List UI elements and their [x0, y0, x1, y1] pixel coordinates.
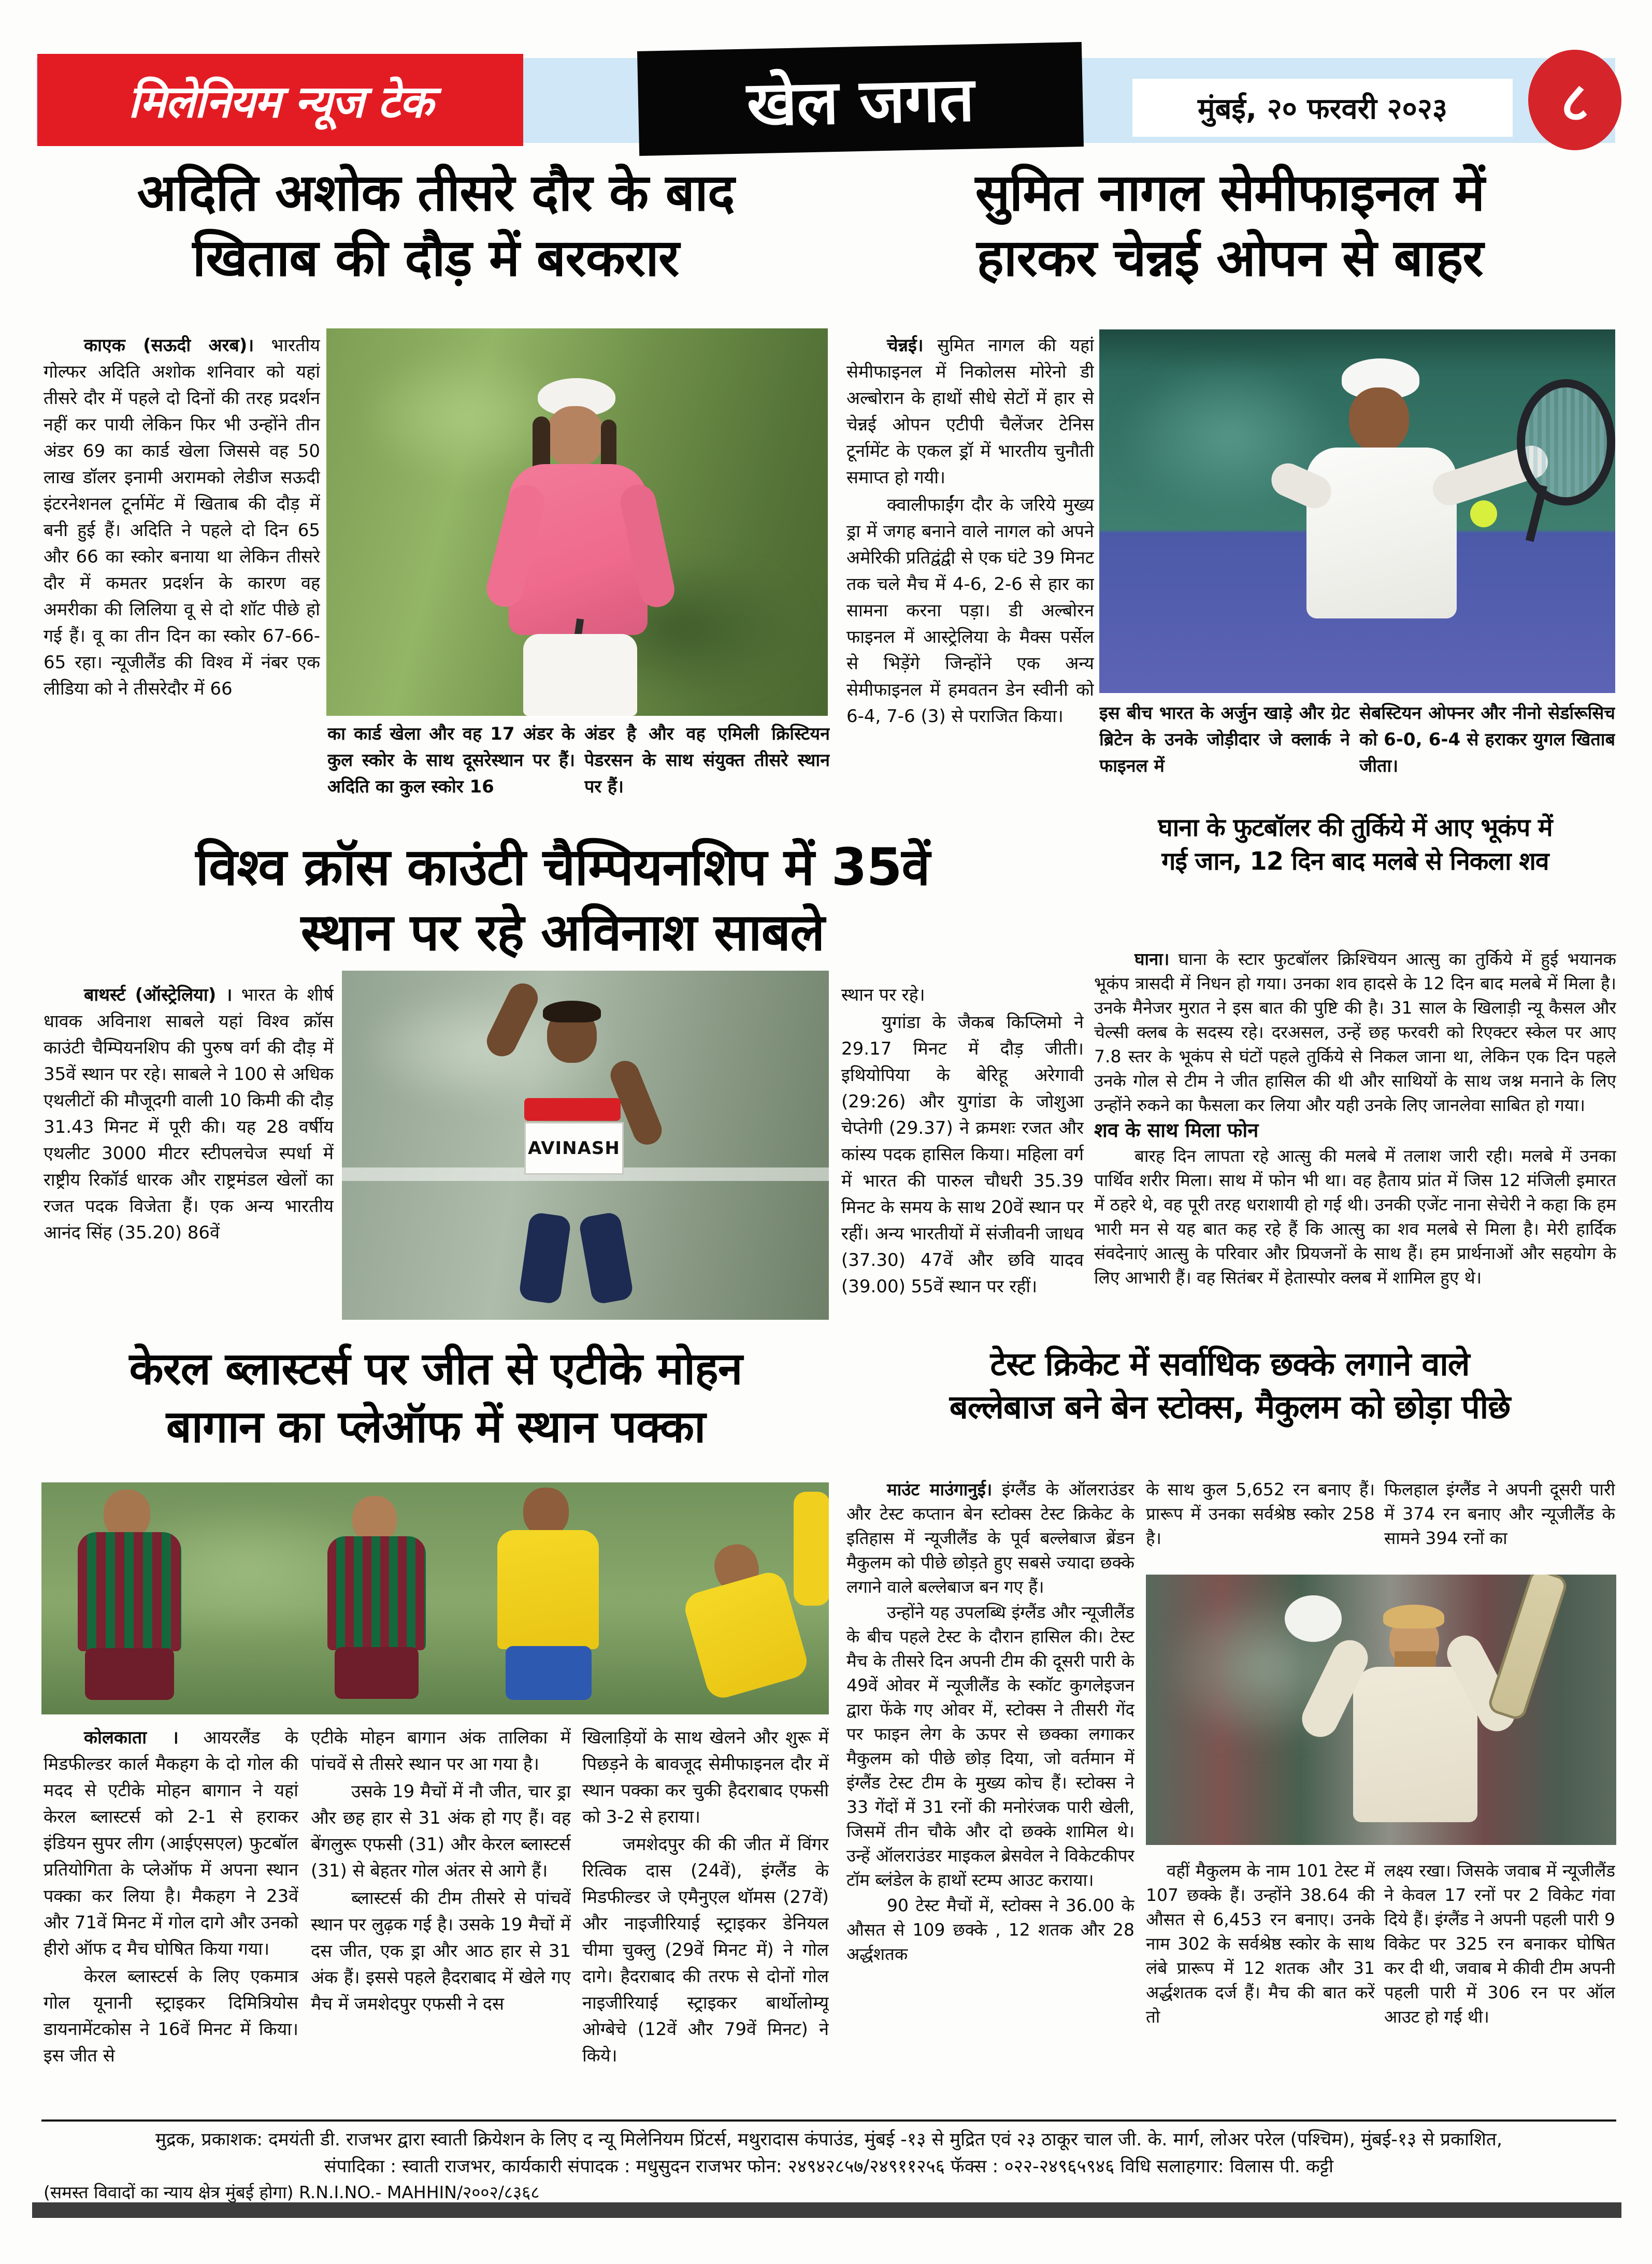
tennis-body-col1: चेन्नई। सुमित नागल की यहां सेमीफाइनल में निकोलस मोरेनो डी अल्बोरान के हाथों सीधे सेटों में हार से चेन्नई ओपन एटीपी चैलेंजर टेनिस टूर्नामेंट के एकल ड्रॉ में भारतीय चुनौती समाप्त हो गयी। क्वालीफाईंग दौर के जरिये मुख्य ड्रा में जगह बनाने वाले नागल को अपने अमेरिकी प्रतिद्वंद्वी से एक घंटे 39 मिनट तक चले मैच में 4-6, 2-6 से हार का सामना करना पड़ा। डी अल्बोरन फाइनल में आस्ट्रेलिया के मैक्स पर्सेल से भिड़ेंगे जिन्होंने एक अन्य सेमीफाइनल में हमवतन डेन स्वीनी को 6-4, 7-6 (3) से पराजित किया।: [846, 335, 1094, 727]
ghana-headline: घाना के फुटबॉलर की तुर्किये में आए भूकंप में गई जान, 12 दिन बाद मलबे से निकला शव: [1158, 813, 1553, 876]
tennis-cont-col2: सेबस्टियन ओफ्नर और नीनो सेर्डारूसिच को 6-0, 6-4 से हराकर युगल खिताब जीता।: [1359, 703, 1615, 776]
cricket-col1: माउंट माउंगानुई। इंग्लैंड के ऑलराउंडर और टेस्ट कप्तान बेन स्टोक्स टेस्ट क्रिकेट के इतिहास में न्यूजीलैंड के पूर्व बल्लेबाज ब्रेंडन मैकुलम को पीछे छोड़ते हुए सबसे ज्यादा छक्के लगाने वाले बल्लेबाज बन गए हैं। उन्होंने यह उपलब्धि इंग्लैंड और न्यूजीलैंड के बीच पहले टेस्ट के दौरान हासिल की। टेस्ट मैच के तीसरे दिन अपनी टीम की दूसरी पारी के 49वें ओवर में न्यूजीलैंड के स्कॉट कुगलेइजन द्वारा फेंके गए ओवर में, स्टोक्स ने तीसरी गेंद पर फाइन लेग के ऊपर से छक्का लगाकर मैकुलम को पीछे छोड़ दिया, जो वर्तमान में इंग्लैंड टेस्ट टीम के मुख्य कोच हैं। स्टोक्स ने 33 गेंदों में 31 रनों की मनोरंजक पारी खेली, जिसमें तीन चौके और दो छक्के शामिल थे। उन्हें ऑलराउंडर माइकल ब्रेसवेल ने विकेटकीपर टॉम ब्लंडेल के हाथों स्टम्प आउट कराया। 90 टेस्ट मैचों में, स्टोक्स ने 36.00 के औसत से 109 छक्के , 12 शतक और 28 अर्द्धशतक: [846, 1479, 1134, 1964]
runner-hair: [543, 1001, 601, 1022]
cricket-col2-top: के साथ कुल 5,652 रन बनाए हैं। प्रारूप में उनका सर्वश्रेष्ठ स्कोर 258 है।: [1146, 1479, 1375, 1548]
batsman-shirt: [1353, 1667, 1477, 1822]
golfer-photo: [326, 328, 828, 716]
batsman-hair: [1383, 1605, 1444, 1628]
cross-country-col1: बाथर्स्ट (ऑस्ट्रेलिया) । भारत के शीर्ष धावक अविनाश साबले यहां विश्व क्रॉस काउंटी चैम्पियनशिप की पुरुष वर्ग की दौड़ में 35वें स्थान पर रहे। साबले ने 100 से अधिक एथलीटों की मौजूदगी वाली 10 किमी की दौड़ 31.43 मिनट में पूरी की। यह 28 वर्षीय एथलीट 3000 मीटर स्टीपलचेज स्पर्धा में राष्ट्रीय रिकॉर्ड धारक और राष्ट्रमंडल खेलों का रजत पदक विजेता हैं। एक अन्य भारतीय आनंद सिंह (35.20) 86वें: [44, 985, 334, 1243]
runner-leg: [519, 1212, 572, 1304]
player-shorts: [85, 1648, 174, 1700]
tennis-torso: [1306, 448, 1457, 618]
cross-country-col3: स्थान पर रहे। युगांडा के जैकब किप्लिमो ने 29.17 मिनट में दौड़ जीती। इथियोपिया के बेरिहू अरेगावी (29:26) और युगांडा के जोशुआ चेप्तेगी (29.37) ने क्रमशः रजत और कांस्य पदक हासिल किया। महिला वर्ग में भारत की पारुल चौधरी 35.39 मिनट के समय के साथ 20वें स्थान पर रहीं। अन्य भारतीयों में संजीवनी जाधव (37.30) 47वें और छवि यादव (39.00) 55वें स्थान पर रहीं।: [841, 985, 1084, 1297]
yellow-player-shirt: [497, 1530, 599, 1649]
tennis-head: [1349, 387, 1409, 452]
cricket-dateline: माउंट माउंगानुई।: [887, 1479, 993, 1499]
striped-player-shirt: [327, 1536, 426, 1650]
tennis-headline: सुमित नागल सेमीफाइनल में हारकर चेन्नई ओपन से बाहर: [975, 163, 1485, 288]
cricket-bat: [1486, 1575, 1569, 1722]
sponsor-strip: [524, 1098, 621, 1121]
golf-dateline: काएक (सऊदी अरब)।: [84, 335, 254, 356]
isl-dateline: कोलकाता ।: [84, 1727, 179, 1748]
runner-bib: AVINASH: [524, 1122, 624, 1175]
tennis-dateline: चेन्नई।: [887, 335, 924, 356]
tennis-ball: [1470, 500, 1497, 527]
golf-cont-col3: अंडर है और वह एमिली क्रिस्टियन पेडरसन के साथ संयुक्त तीसरे स्थान पर हैं।: [584, 724, 830, 797]
isl-col1: कोलकाता । आयरलैंड के मिडफील्डर कार्ल मैकहग के दो गोल की मदद से एटीके मोहन बागान ने यहां केरल ब्लास्टर्स को 2-1 से हराकर इंडियन सुपर लीग (आईएसएल) फुटबॉल प्रतियोगिता के प्लेऑफ में अपना स्थान पक्का कर लिया है। मैकहग ने 23वें और 71वें मिनट में गोल दागे और उनको हीरो ऑफ द मैच घोषित किया गया। केरल ब्लास्टर्स के लिए एकमात्र गोल यूनानी स्ट्राइकर दिमित्रियोस डायनामेंटकोस ने 16वें मिनट में किया। इस जीत से: [44, 1727, 298, 2066]
cross-country-headline: विश्व क्रॉस काउंटी चैम्पियनशिप में 35वें स्थान पर रहे अविनाश साबले: [195, 838, 930, 962]
section-banner-text: खेल जगत: [746, 63, 975, 140]
footer-imprint-line3: (समस्त विवादों का न्याय क्षेत्र मुंबई होगा) R.N.I.NO.- MAHHIN/२००२/८३६८: [44, 2182, 540, 2202]
yellow-player-shirt: [681, 1569, 811, 1702]
ghana-body: घाना। घाना के स्टार फुटबॉलर क्रिश्चियन आत्सु का तुर्किये में हुई भयानक भूकंप त्रासदी में निधन हो गया। उनका शव हादसे के 12 दिन बाद मलबे में मिला है। उनके मैनेजर मुरात ने इस बात की पुष्टि की है। 31 साल के खिलाड़ी न्यू कैसल और चेल्सी क्लब के सदस्य रहे। दरअसल, उन्हें छह फरवरी को रिएक्टर स्केल पर आए 7.8 स्तर के भूकंप से घंटों पहले तुर्किये से निकल जाना था, लेकिन एक दिन पहले उनके गोल से टीम ने जीत हासिल की थी और साथियों के साथ जश्न मनाने के लिए उन्होंने रुकने का फैसला कर लिया और यही उनके लिए जानलेवा साबित हो गया। शव के साथ मिला फोन बारह दिन लापता रहे आत्सु की मलबे में तलाश जारी रही। मलबे में उनका पार्थिव शरीर मिला। साथ में फोन भी था। वह हैताय प्रांत में जिस 12 मंजिली इमारत में ठहरे थे, वह पूरी तरह धराशायी हो गई थी। उनकी एजेंट नाना सेचेरी ने कहा कि हम भारी मन से यह बात कह रहे हैं कि आत्सु का शव मलबे से मिला है। मेरी हार्दिक संवदेनाएं आत्सु के परिवार और प्रियजनों के साथ हैं। हम प्रार्थनाओं और सहयोग के लिए आभारी हैं। वह सितंबर में हेतास्पोर क्लब में शामिल हुए थे।: [1094, 949, 1616, 1288]
tennis-cont-col1: इस बीच भारत के अर्जुन खाड़े और ग्रेट ब्रिटेन के उनके जोड़ीदार जे क्लार्क ने फाइनल में: [1099, 703, 1350, 776]
section-banner: [637, 42, 1084, 156]
footer-bar: [32, 2202, 1621, 2218]
player-head: [523, 1488, 569, 1536]
striped-player-shirt: [78, 1532, 181, 1651]
brand-text: मिलेनियम न्यूज टेक: [128, 76, 433, 128]
ghana-dateline: घाना।: [1134, 949, 1170, 969]
golfer-skirt: [523, 634, 637, 716]
player-shorts: [506, 1646, 592, 1700]
cricket-headline: टेस्ट क्रिकेट में सर्वाधिक छक्के लगाने वाले बल्लेबाज बने बेन स्टोक्स, मैकुलम को छोड़ा पीछे: [949, 1345, 1511, 1426]
tennis-racquet: [1517, 379, 1615, 506]
batting-helmet: [1285, 1595, 1342, 1642]
yellow-player-partial: [794, 1492, 829, 1606]
page-number: ८: [1560, 70, 1589, 134]
masthead-brand: [37, 54, 523, 146]
isl-col2: एटीके मोहन बागान अंक तालिका में पांचवें से तीसरे स्थान पर आ गया है। उसके 19 मैचों में नौ जीत, चार ड्रा और छह हार से 31 अंक हो गए हैं। वह बेंगलुरू एफसी (31) और केरल ब्लास्टर्स (31) से बेहतर गोल अंतर से आगे हैं। ब्लास्टर्स की टीम तीसरे से पांचवें स्थान पर लुढ़क गई है। उसके 19 मैचों में दस जीत, एक ड्रा और आठ हार से 31 अंक हैं। इससे पहले हैदराबाद में खेले गए मैच में जमशेदपुर एफसी ने दस: [311, 1727, 571, 2014]
runner-leg: [578, 1211, 634, 1305]
footer-imprint-line1: मुद्रक, प्रकाशक: दमयंती डी. राजभर द्वारा स्वाती क्रियेशन के लिए द न्यू मिलेनियम प्रिंटर्स, मथुरादास कंपाउंड, मुंबई -१३ से मुद्रित एवं २३ ठाकूर चाल जी. के. मार्ग, लोअर परेल (पश्चिम), मुंबई-१३ से प्रकाशित,: [155, 2129, 1502, 2150]
golf-body-col1: [44, 333, 320, 829]
masthead-dateline: [1132, 79, 1513, 137]
isl-col3: खिलाड़ियों के साथ खेलने और शुरू में पिछड़ने के बावजूद सेमीफाइनल दौर में स्थान पक्का कर चुकी हैदराबाद एफसी को 3-2 से हराया। जमशेदपुर की की जीत में विंगर रित्विक दास (24वें), इंग्लैंड के मिडफील्डर जे एमैनुएल थॉमस (27वें) और नाइजीरियाई स्ट्राइकर डेनियल चीमा चुक्लु (29वें मिनट में) ने गोल दागे। हैदराबाद की तरफ से दोनों गोल नाइजीरियाई स्ट्राइकर बार्थोलोम्यू ओग्बेचे (12वें और 79वें मिनट) ने किये।: [582, 1727, 829, 2066]
golf-cont-col2: का कार्ड खेला और वह 17 अंडर के कुल स्कोर के साथ दूसरेस्थान पर हैं। अदिति का कुल स्कोर 16: [327, 724, 575, 797]
cross-country-dateline: बाथर्स्ट (ऑस्ट्रेलिया) ।: [84, 985, 233, 1005]
isl-headline: केरल ब्लास्टर्स पर जीत से एटीके मोहन बागान का प्लेऑफ में स्थान पक्का: [129, 1343, 742, 1453]
player-shorts: [335, 1647, 419, 1699]
cricket-below-left: वहीं मैकुलम के नाम 101 टेस्ट में 107 छक्के हैं। उन्होंने 38.64 की औसत से 6,453 रन बनाए। उनके नाम 302 के सर्वश्रेष्ठ स्कोर के साथ लंबे प्रारूप में 12 शतक और 31 अर्द्धशतक दर्ज हैं। मैच की बात करें तो: [1146, 1861, 1375, 2027]
cricket-below-right: लक्ष्य रखा। जिसके जवाब में न्यूजीलैंड ने केवल 17 रनों पर 2 विकेट गंवा दिये हैं। इंग्लैंड ने अपनी पहली पारी 9 विकेट पर 325 रन बनाकर घोषित कर दी थी, जवाब मे कीवी टीम अपनी पहली पारी में 306 रन पर ऑल आउट हो गई थी।: [1384, 1861, 1615, 2027]
cricket-col3-top: फिलहाल इंग्लैंड ने अपनी दूसरी पारी में 374 रन बनाए और न्यूजीलैंड के सामने 394 रनों का: [1384, 1479, 1615, 1548]
ghana-subhead: शव के साथ मिला फोन: [1094, 1119, 1259, 1142]
ben-stokes-photo: [1146, 1575, 1616, 1845]
date-text: मुंबई, २० फरवरी २०२३: [1197, 92, 1448, 126]
footer-imprint-line2: संपादिका : स्वाती राजभर, कार्यकारी संपादक : मधुसुदन राजभर फोन: २४९४२८५७/२४९११२५६ फॅक्स : ०२२-२४९६५९४६ विधि सलाहगार: विलास पी. कट्टी: [324, 2156, 1334, 2177]
runner-photo: [342, 971, 829, 1320]
golf-body-text: भारतीय गोल्फर अदिति अशोक शनिवार को यहां तीसरे दौर में पहले दो दिनों की तरह प्रदर्शन नहीं कर पायी लेकिन फिर भी उन्होंने तीन अंडर 69 का कार्ड खेला जिससे वह 50 लाख डॉलर इनामी अरामको लेडीज सऊदी इंटरनेशनल टूर्नामेंट में खिताब की दौड़ में बनी हुई हैं। अदिति ने पहले दो दिन 65 और 66 का स्कोर बनाया था लेकिन तीसरे दौर में कमतर प्रदर्शन के कारण वह अमरीका की लिलिया वू से दो शॉट पीछे हो गई हैं। वू का तीन दिन का स्कोर 67-66-65 रहा। न्यूजीलैंड की विश्व में नंबर एक लीडिया को ने तीसरेदौर में 66: [44, 335, 320, 699]
tennis-player-photo: [1099, 329, 1615, 693]
page-number-badge: [1528, 50, 1621, 150]
golfer-head: [546, 406, 604, 467]
golf-headline: अदिति अशोक तीसरे दौर के बाद खिताब की दौड़ में बरकरार: [137, 163, 735, 288]
football-match-photo: [41, 1482, 829, 1714]
footer-rule: [41, 2119, 1616, 2122]
